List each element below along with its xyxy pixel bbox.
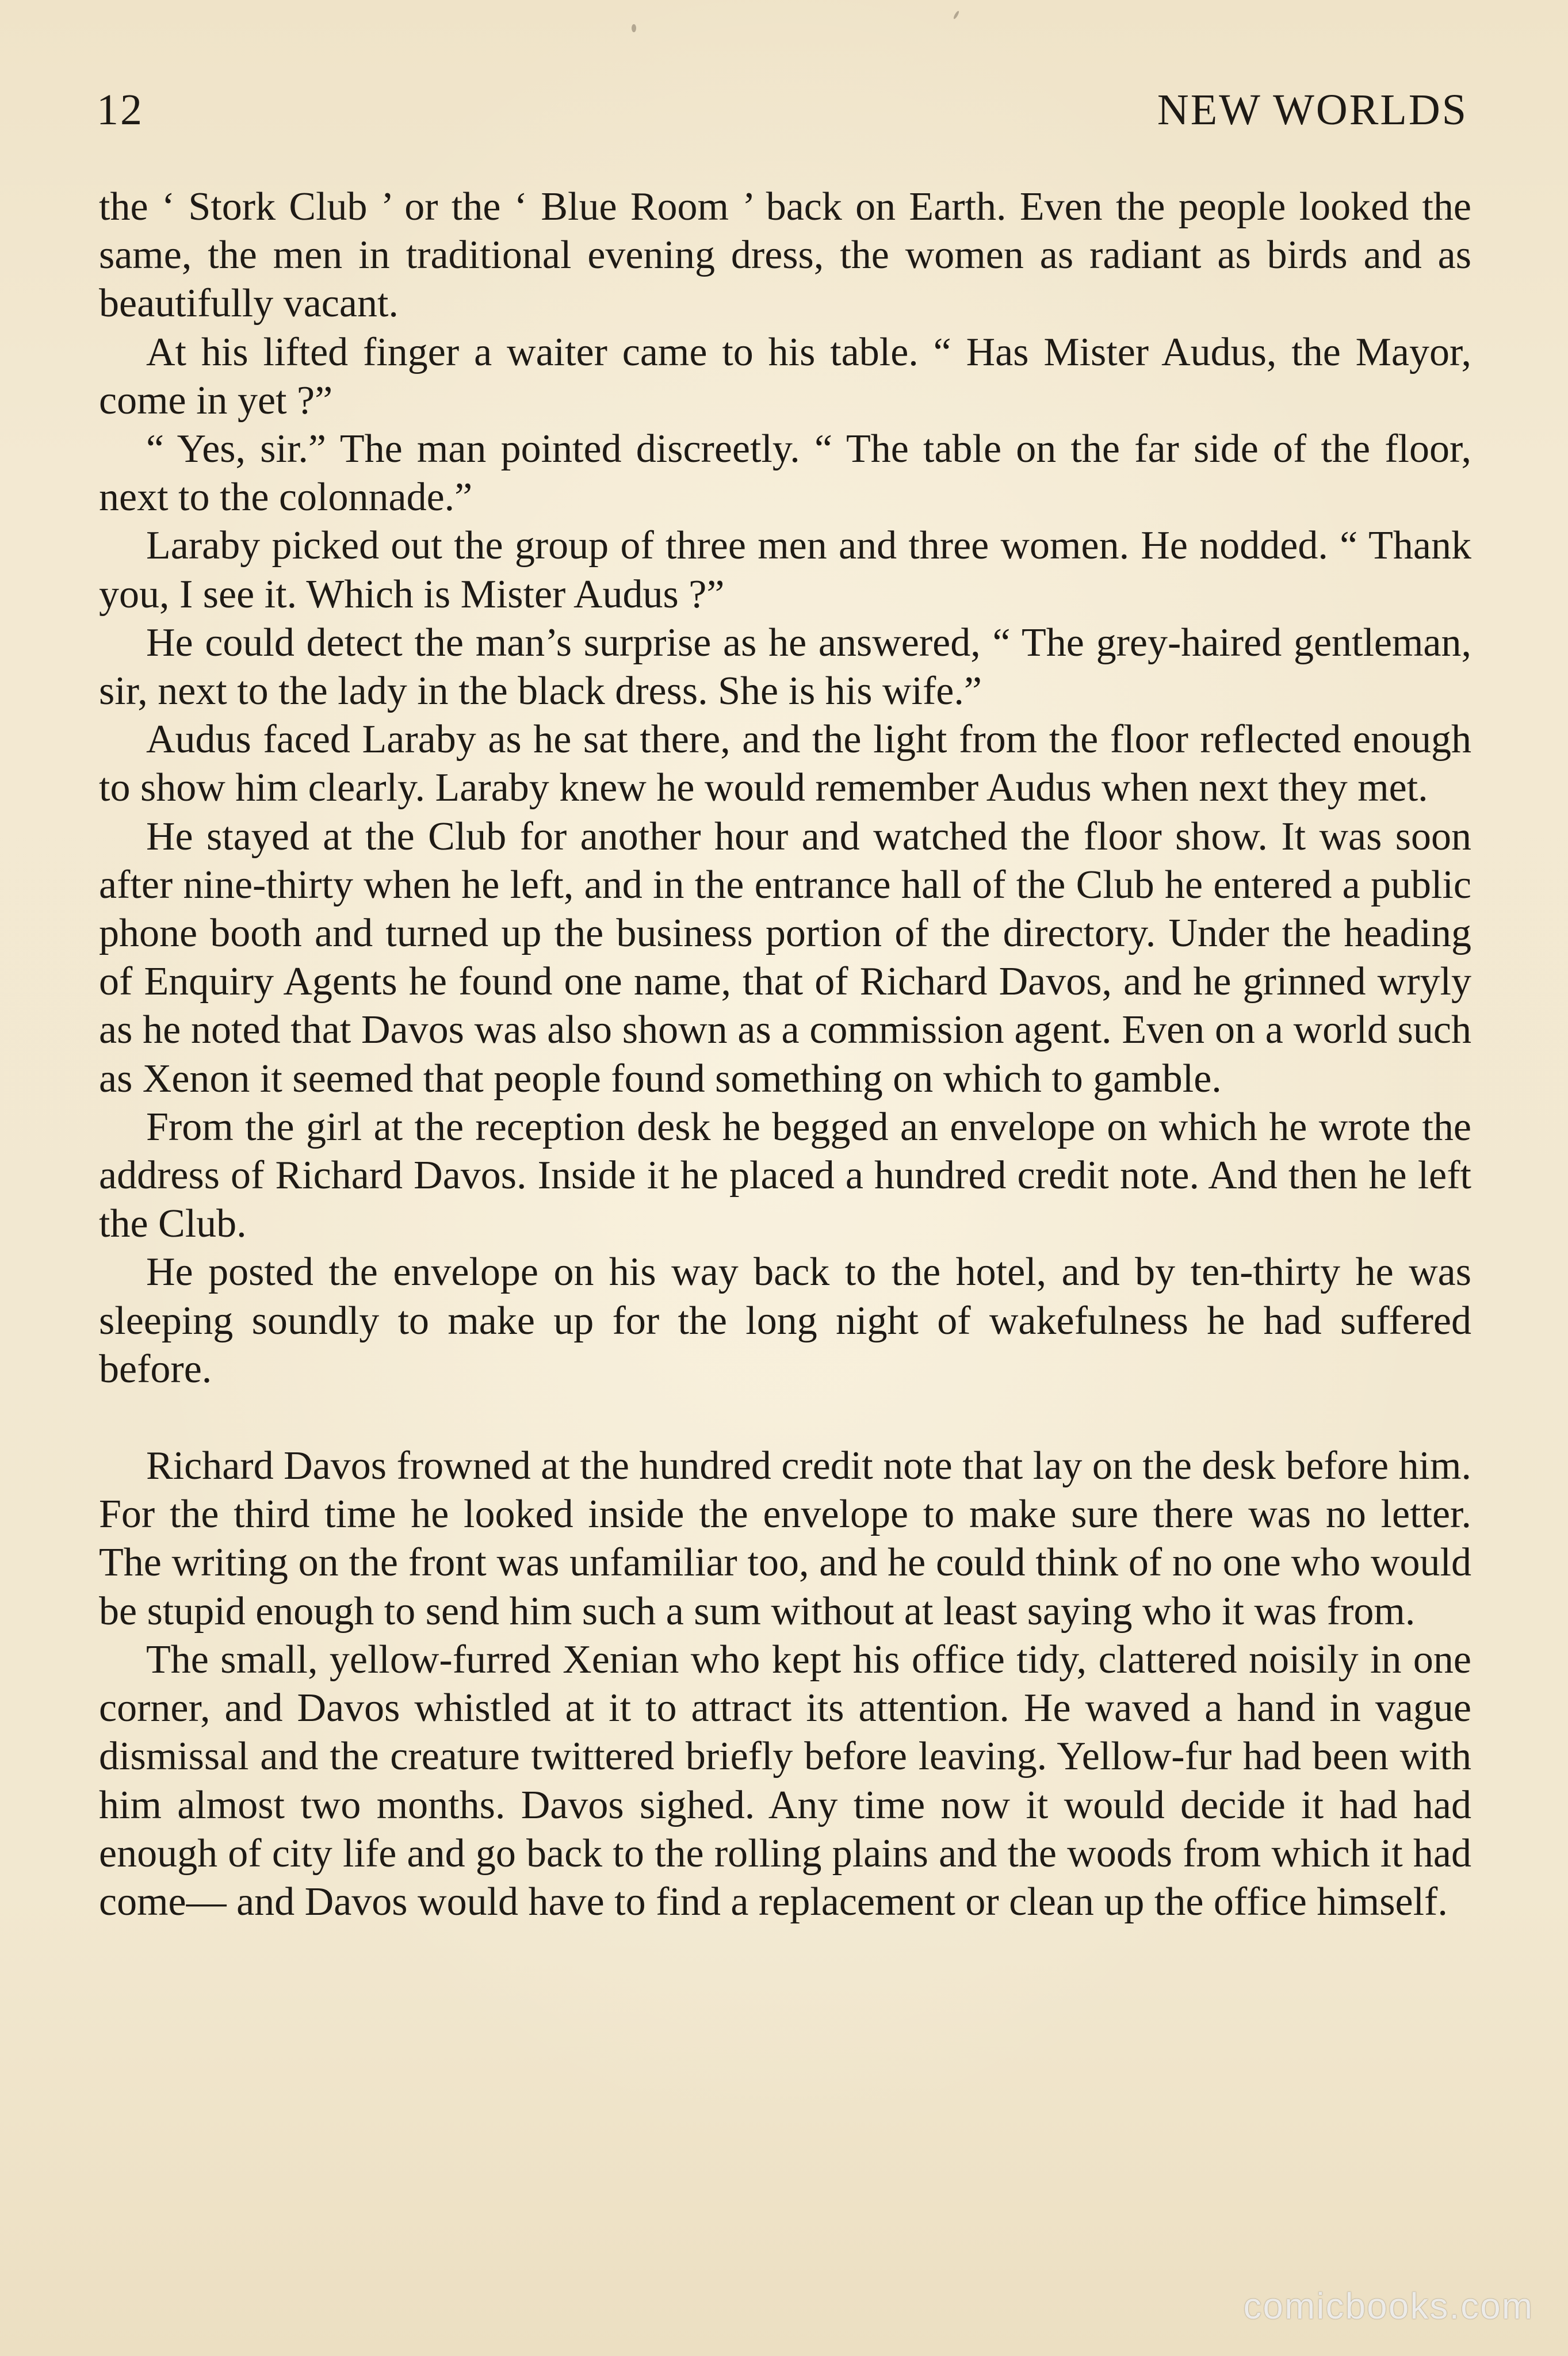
page-header (97, 85, 1468, 148)
paragraph: He stayed at the Club for another hour and watched the floor show. It was soon after nine-thirty when he left, and in the entrance hall of the Club he entered a public phone booth and turned up the business portion of the directory. Under the heading of Enquiry Agents he found one name, that of Richard Davos, and he grinned wryly as he noted that Davos was also shown as a commission agent. Even on a world such as Xenon it seemed that people found something on which to gamble. (99, 814, 1471, 1101)
section-break (99, 1394, 1471, 1442)
paragraph: Richard Davos frowned at the hundred credit note that lay on the desk before him. For the third time he looked inside the envelope to make sure there was no letter. The writing on the front was unfamiliar too, and he could think of no one who would be stupid enough to send him such a sum without at least saying who it was from. (99, 1444, 1471, 1634)
body-text (99, 183, 1471, 1926)
paragraph: He posted the envelope on his way back to the hotel, and by ten-thirty he was sleeping soundly to make up for the long night of wakefulness he had suffered before. (99, 1250, 1471, 1391)
paragraph: the ‘ Stork Club ’ or the ‘ Blue Room ’ back on Earth. Even the people looked the same, the men in traditional evening dress, the women as radiant as birds and as beautifully vacant. (99, 185, 1471, 326)
page-number: 12 (97, 86, 144, 134)
watermark: comicbooks.com (1243, 2285, 1533, 2327)
paragraph: Audus faced Laraby as he sat there, and the light from the floor reflected enough to show him clearly. Laraby knew he would remember Audus when next they met. (99, 717, 1471, 810)
paragraph: “ Yes, sir.” The man pointed discreetly. “ The table on the far side of the floor, next to the colonnade.” (99, 427, 1471, 520)
paragraph: From the girl at the reception desk he begged an envelope on which he wrote the address of Richard Davos. Inside it he placed a hundred credit note. And then he left the Club. (99, 1104, 1471, 1246)
paragraph: At his lifted finger a waiter came to his table. “ Has Mister Audus, the Mayor, come in yet ?” (99, 330, 1471, 423)
paragraph: Laraby picked out the group of three men and three women. He nodded. “ Thank you, I see it. Which is Mister Audus ?” (99, 523, 1471, 617)
ink-speck (953, 10, 959, 20)
paragraph: The small, yellow-furred Xenian who kept his office tidy, clattered noisily in one corner, and Davos whistled at it to attract its attention. He waved a hand in vague dismissal and the creature twittered briefly before leaving. Yellow-fur had been with him almost two months. Davos sighed. Any time now it would decide it had had enough of city life and go back to the rolling plains and the woods from which it had come— and Davos would have to find a replacement or clean up the office himself. (99, 1637, 1471, 1924)
ink-speck (632, 24, 636, 32)
paragraph: He could detect the man’s surprise as he answered, “ The grey-haired gentleman, sir, next to the lady in the black dress. She is his wife.” (99, 620, 1471, 714)
running-head: NEW WORLDS (1157, 86, 1468, 134)
